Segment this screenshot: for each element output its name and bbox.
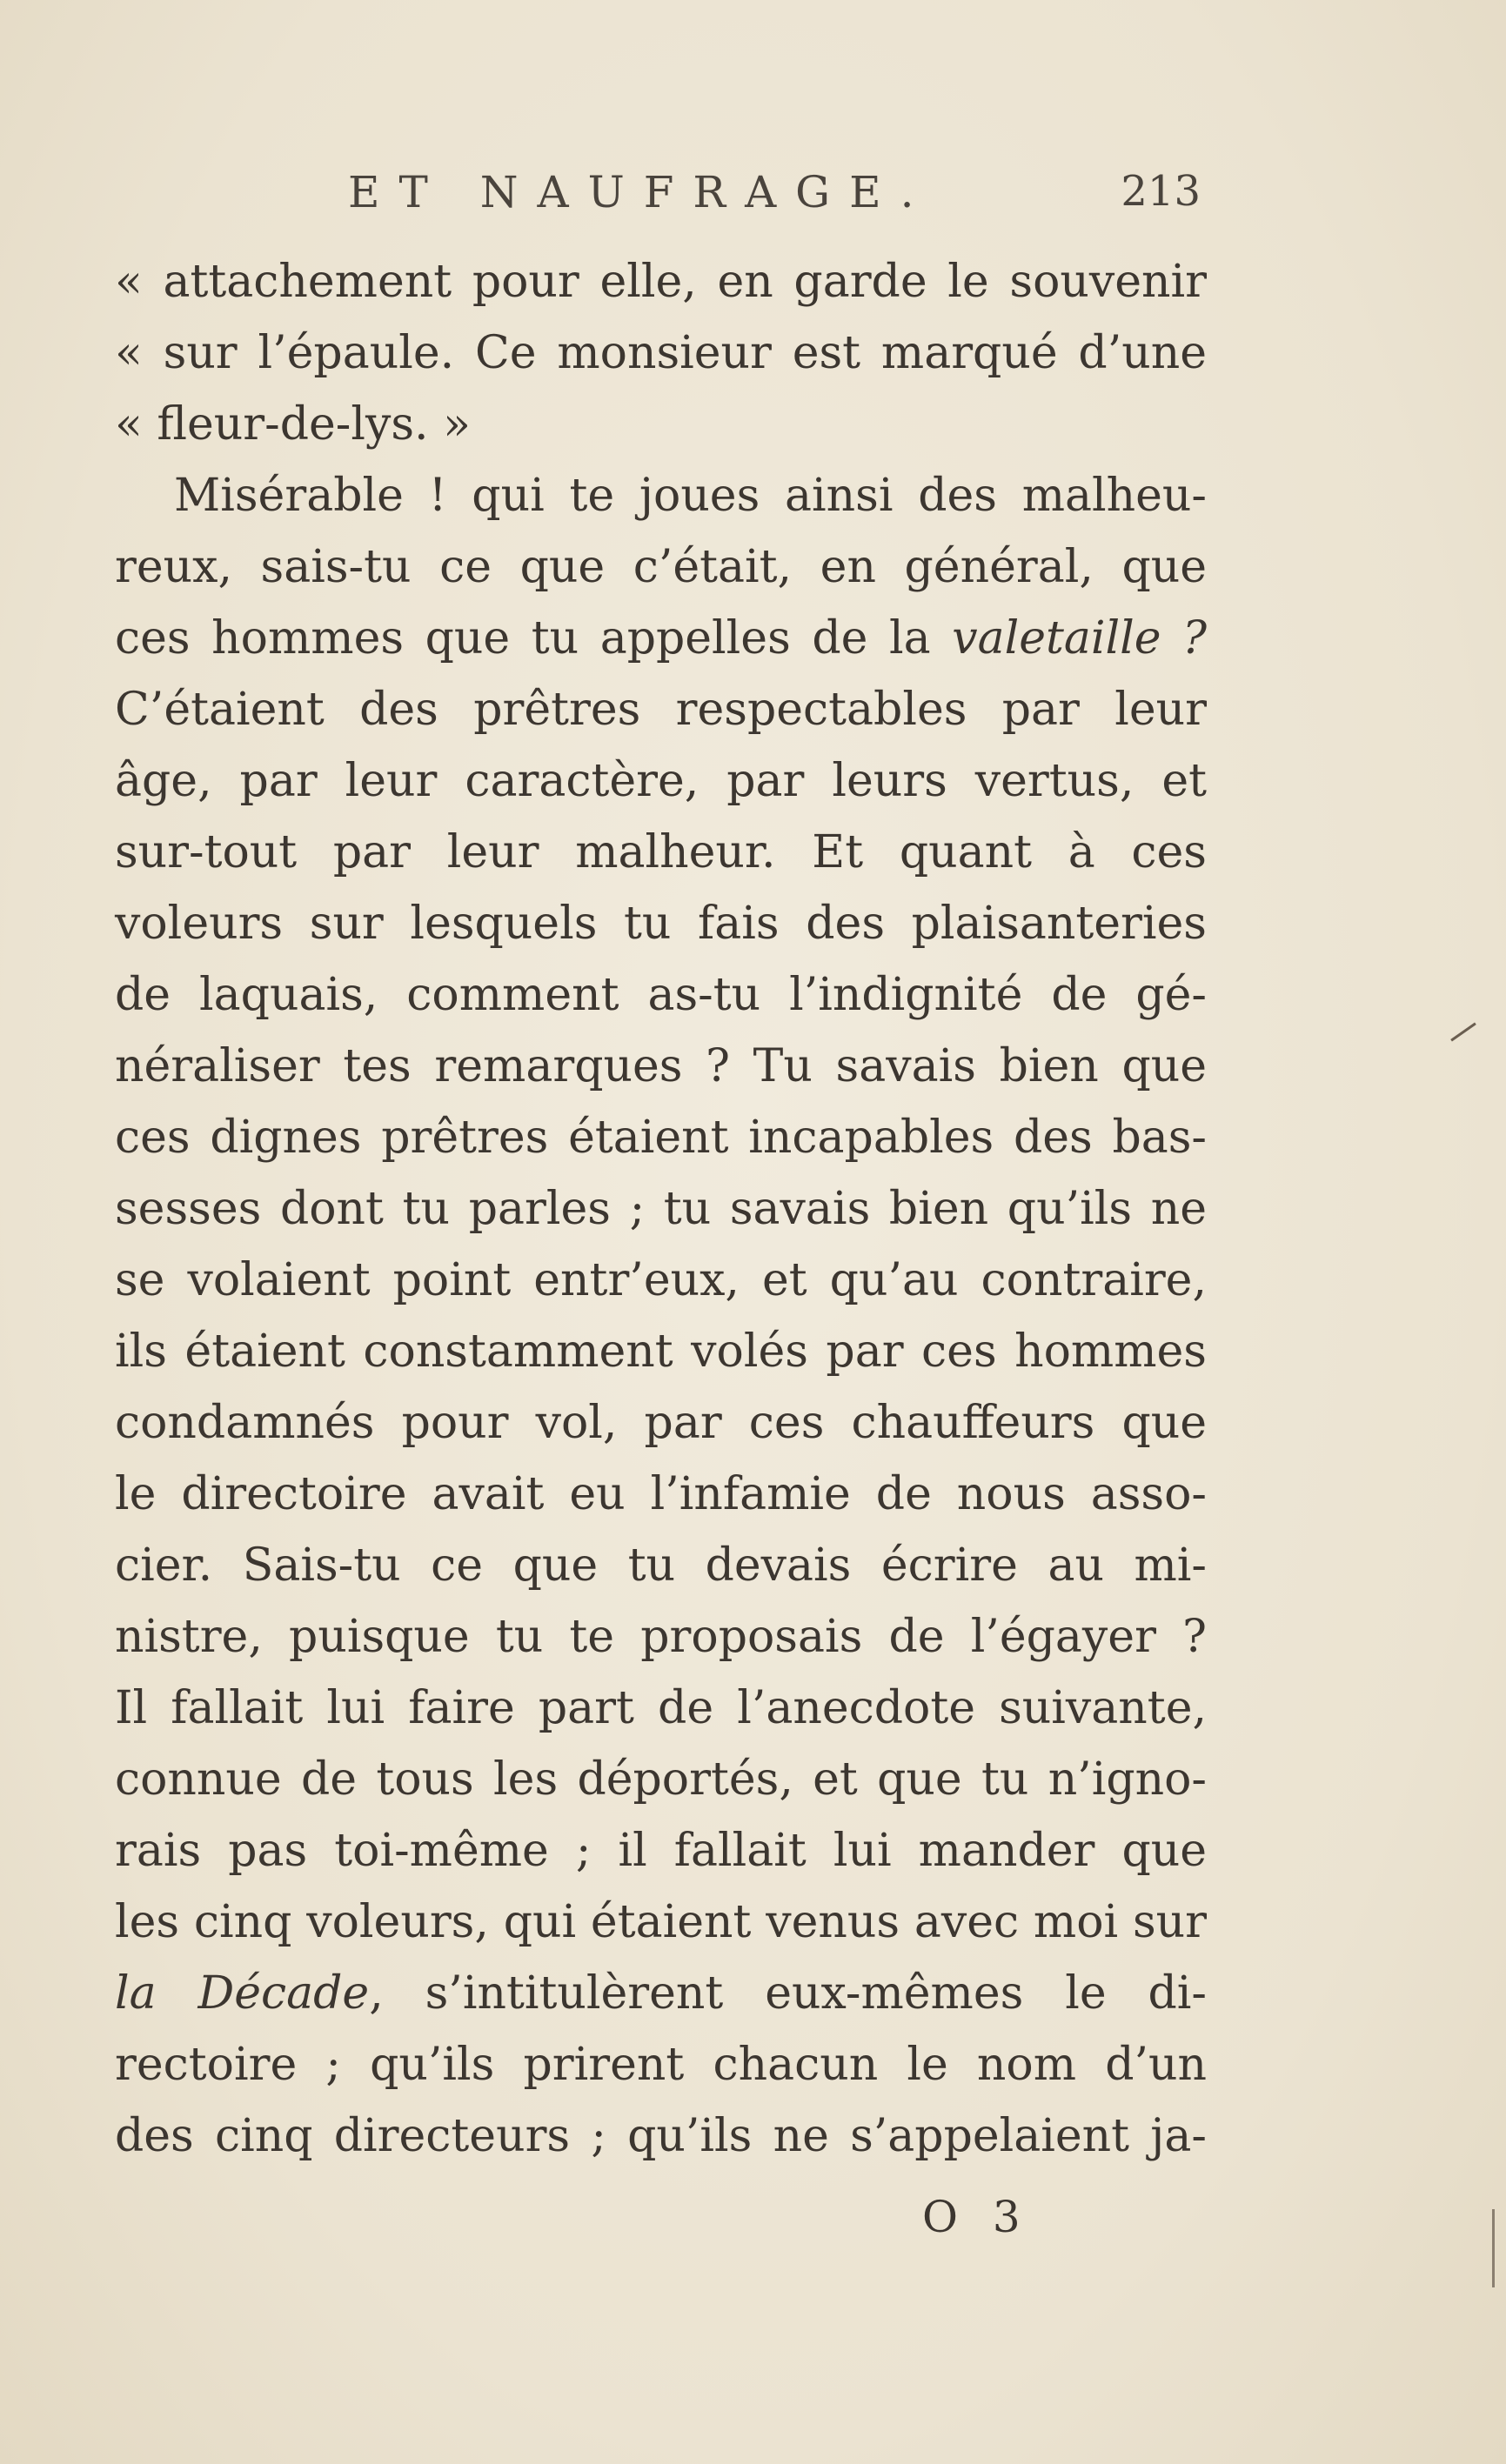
- text-line: ils étaient constamment volés par ces hommes: [115, 1325, 1207, 1378]
- text-line: de laquais, comment as-tu l’indignité de gé-: [115, 969, 1207, 1021]
- italic-word: valetaille ?: [952, 612, 1207, 664]
- text-line: voleurs sur lesquels tu fais des plaisanteries: [115, 898, 1207, 950]
- text-line: se volaient point entr’eux, et qu’au contraire,: [115, 1254, 1207, 1306]
- text-line: nistre, puisque tu te proposais de l’égayer ?: [115, 1611, 1207, 1663]
- text-line: le directoire avait eu l’infamie de nous asso-: [115, 1468, 1207, 1520]
- text-line: les cinq voleurs, qui étaient venus avec moi sur: [115, 1896, 1207, 1948]
- text-line: cier. Sais-tu ce que tu devais écrire au mi-: [115, 1539, 1207, 1592]
- text-line: C’étaient des prêtres respectables par leur: [115, 684, 1207, 736]
- text-line: sesses dont tu parles ; tu savais bien qu’ils ne: [115, 1183, 1207, 1235]
- text-line: Misérable ! qui te joues ainsi des malheu-: [174, 470, 1207, 522]
- text-line: des cinq directeurs ; qu’ils ne s’appelaient ja-: [115, 2110, 1207, 2162]
- text-segment: ces hommes que tu appelles de la: [115, 612, 953, 664]
- running-title: ET NAUFRAGE.: [348, 167, 934, 217]
- text-line: sur-tout par leur malheur. Et quant à ces: [115, 826, 1207, 878]
- text-line: condamnés pour vol, par ces chauffeurs que: [115, 1397, 1207, 1449]
- text-line: Il fallait lui faire part de l’anecdote suivante,: [115, 1682, 1207, 1734]
- text-line: reux, sais-tu ce que c’était, en général, que: [115, 541, 1207, 593]
- text-line: [115, 1958, 1207, 2029]
- text-line: « attachement pour elle, en garde le souvenir: [115, 256, 1207, 308]
- page-header: [348, 167, 1201, 228]
- text-line: « sur l’épaule. Ce monsieur est marqué d’une: [115, 327, 1207, 379]
- text-line: « fleur-de-lys. »: [115, 398, 471, 451]
- page-number: 213: [1121, 167, 1201, 216]
- signature-mark: O 3: [922, 2192, 1031, 2242]
- text-line: ces dignes prêtres étaient incapables des bas-: [115, 1112, 1207, 1164]
- text-line: connue de tous les déportés, et que tu n’igno-: [115, 1753, 1207, 1806]
- text-line: [115, 603, 1207, 674]
- text-line: âge, par leur caractère, par leurs vertus, et: [115, 755, 1207, 807]
- margin-pencil-mark: [1450, 1023, 1476, 1042]
- text-line: rais pas toi-même ; il fallait lui mander que: [115, 1825, 1207, 1877]
- text-line: néraliser tes remarques ? Tu savais bien que: [115, 1040, 1207, 1092]
- body-text: [115, 246, 1207, 2172]
- text-line: rectoire ; qu’ils prirent chacun le nom d’un: [115, 2039, 1207, 2091]
- page-edge-mark: [1492, 2209, 1495, 2287]
- text-segment: , s’intitulèrent eux-mêmes le di-: [369, 1967, 1207, 2020]
- italic-title: la Décade: [115, 1967, 370, 2020]
